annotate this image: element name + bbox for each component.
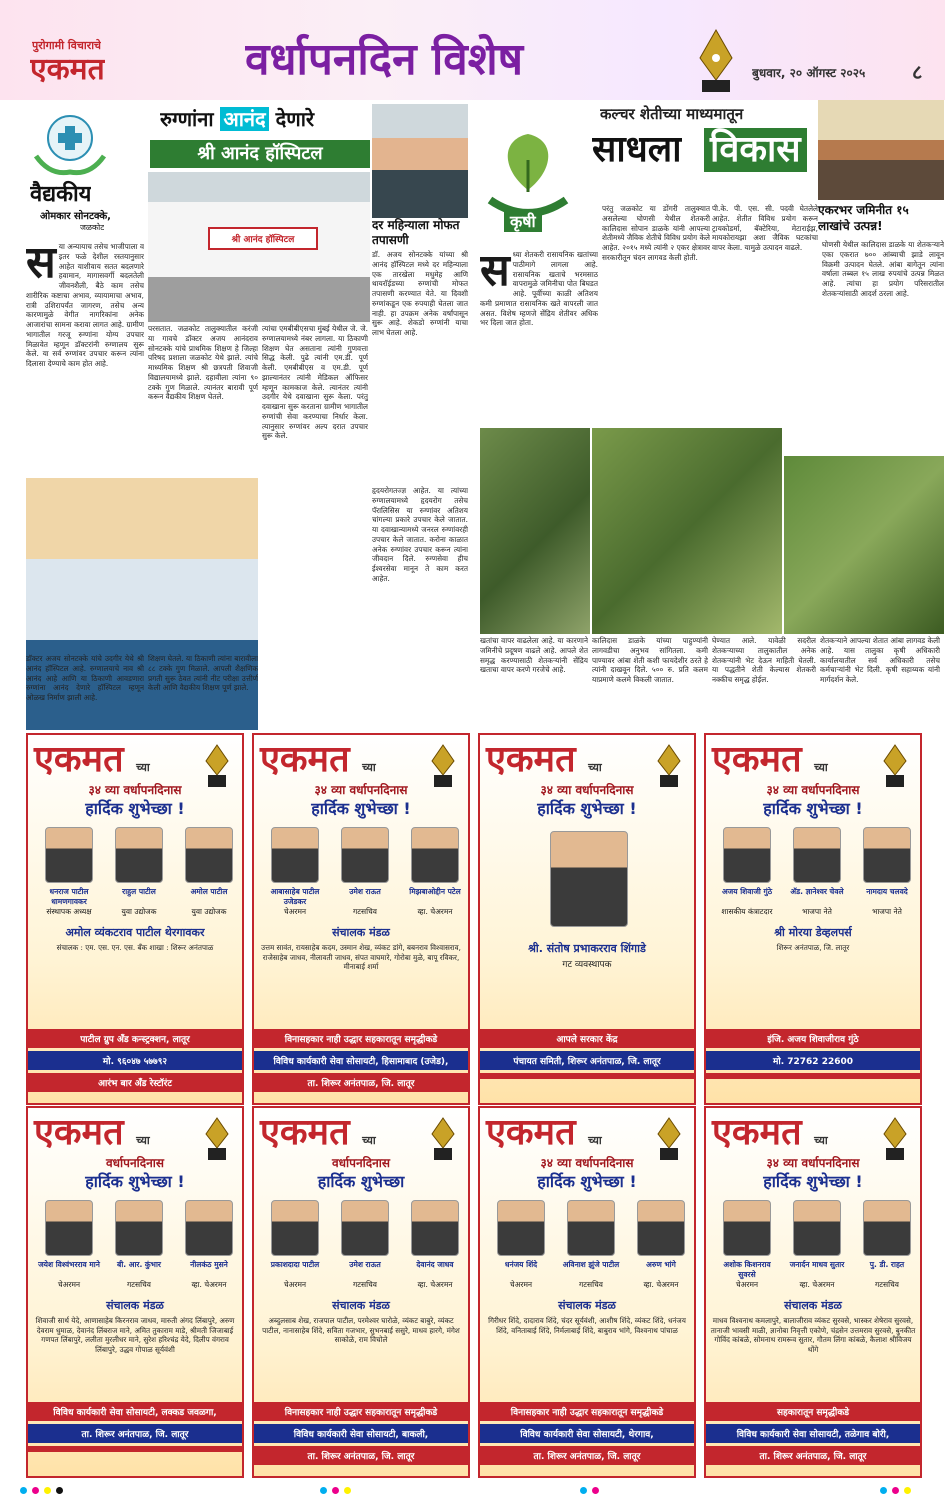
person-name: देवानंद जाधव	[416, 1260, 454, 1269]
masthead-logo: एकमत	[30, 52, 105, 87]
ad-footer-2: विविध कार्यकारी सेवा सोसायटी, तळेगाव बोरी,	[706, 1424, 920, 1443]
mango-orchard-photo-1	[480, 428, 590, 634]
health-headline	[160, 106, 370, 132]
ad-body: गिरीधर शिंदे, दादाराव शिंदे, चंदर सूर्यवंशी, आशीष शिंदे, व्यंकट शिंदे, धनंजय शिंदे, वनिताबाई शिंदे, निर्मलाबाई शिंदे, बाबुराव भांगे, विश्वनाथ पांचाळ	[488, 1316, 686, 1335]
person-name: उमेश राऊत	[349, 1260, 381, 1269]
ad-cha: च्या	[588, 1134, 602, 1147]
ad-footer-1: विनासहकार नाही उद्धार सहकारातून समृद्धीकडे	[254, 1402, 468, 1421]
ad-box	[252, 733, 470, 1105]
agri-article	[476, 100, 945, 730]
byline-place: जळकोट	[80, 223, 105, 232]
person-name: प्रकाशदादा पाटील	[270, 1260, 320, 1269]
ad-cha: च्या	[136, 761, 150, 774]
person-role: चेअरमन	[283, 907, 307, 916]
ad-cha: च्या	[362, 1134, 376, 1147]
ad-footer-2: विविध कार्यकारी सेवा सोसायटी, थेरगाव,	[480, 1424, 694, 1443]
person-role: गटसचिव	[353, 907, 377, 916]
ad-wish: हार्दिक शुभेच्छा !	[85, 1172, 185, 1191]
health-col-3b: शिक्षण घेतले. या ठिकाणी त्यांना बारावीला ८८ टक्के गुण मिळाले. आपली शैक्षणिक प्रगती सुरू ठेवत त्यांनी नीट परीक्षा उत्तीर्ण केली आणि वैद्यकीय शिक्षण पूर्ण झाले.	[148, 654, 258, 693]
person-name: अरुण भांगे	[646, 1260, 676, 1269]
ad-body: माधव विश्वनाथ कमलापुरे, बालाजीराव व्यंकट सुरवसे, भास्कर शेषेराव सुरवसे, तानाजी भावसी माळी, ज्ञानोबा निवृत्ती एकोणे, चंद्रसेन उत्तमराव सुरवसे, बुनकीत गोविंद कांबळे, सोमनाथ रामरूव सुतार, गौतम लिंगा कांबळे, कैलाश श्रीविजय थोंगे	[710, 1316, 916, 1355]
body-text: ध्या शेतकरी रासायनिक खतांच्या पाठीमागे लागला आहे. रासायनिक खताचे भरमसाठ वापरामुळे जमिनीचा पोत बिघडत आहे. पूर्वीच्या काळी अतिशय कमी प्रमाणात रासायनिक खते वापरली जात असत. विशेष म्हणजे सेंद्रिय शेतीवर अधिक भर दिला जात होता.	[480, 250, 598, 328]
person-role: व्हा. चेअरमन	[417, 1280, 453, 1289]
ad-subtitle: ३४ व्या वर्धापनदिनास	[766, 783, 860, 797]
ad-body: गट व्यवस्थापक	[562, 960, 612, 970]
ad-cha: च्या	[136, 1134, 150, 1147]
person-role: भाजपा नेते	[872, 907, 902, 916]
person-role: भाजपा नेते	[802, 907, 832, 916]
person-name: अशोक किशनराव सुवरसे	[723, 1260, 771, 1279]
person-photo	[185, 1200, 233, 1256]
ad-footer-2: पंचायत समिती, शिरूर अनंतपाळ, जि. लातूर	[480, 1051, 694, 1070]
person-role: चेअरमन	[57, 1280, 81, 1289]
ad-footer-1: विनासहकार नाही उद्धार सहकारातून समृद्धीकडे	[480, 1402, 694, 1421]
ad-wish: हार्दिक शुभेच्छा !	[763, 1172, 863, 1191]
person-name: जयेश विश्वंभरराव माने	[38, 1260, 100, 1269]
person-name: अजय शिवाजी गुंठे	[721, 887, 773, 896]
person-role: गटसचिव	[579, 1280, 603, 1289]
person-role: चेअरमन	[283, 1280, 307, 1289]
ad-footer-1: विनासहकार नाही उद्धार सहकारातून समृद्धीकडे	[254, 1029, 468, 1048]
ad-footer-1: विविध कार्यकारी सेवा सोसायटी, लक्कड जवळगा,	[28, 1402, 242, 1421]
person-photo	[45, 827, 93, 883]
ad-footer-2: मो. ९६०४७ ५७७९२	[28, 1051, 242, 1070]
farmer-portrait	[818, 100, 944, 200]
ad-subtitle: ३४ व्या वर्धापनदिनास	[88, 783, 182, 797]
person-name: राहुल पाटील	[122, 887, 156, 896]
ad-footer-3: ता. शिरूर अनंतपाळ, जि. लातूर	[706, 1446, 920, 1465]
agri-bottom-3: घेण्यात आले. यावेळी सदरील शेतकऱ्याच्या तालुकातील अनेक शेतकऱ्यांनी भेट देऊन माहिती घेतली. या पद्धतीने शेती केल्यास शेतकरी नक्कीच समृद्ध होईल.	[712, 636, 816, 685]
person-photo	[45, 1200, 93, 1256]
person-photo	[411, 1200, 459, 1256]
ad-wish: हार्दिक शुभेच्छा !	[311, 799, 411, 818]
person-photo	[863, 1200, 911, 1256]
ad-body: संचालक : एम. एस. एन. एस. बँक शाखा : शिरूर अनंतपाळ	[56, 943, 214, 952]
person-photo	[793, 1200, 841, 1256]
person-photo	[341, 827, 389, 883]
agri-col-4: घोणसी येथील कालिदास डाळके या शेतकऱ्याने एका एकरात ७०० आंब्याची झाडे लावून विक्रमी उत्पादन घेतले. आंबा बागेतून त्यांना वर्षाला तब्बल १५ लाख रुपयांचे उत्पन्न मिळत आहे. त्यांचा हा प्रयोग परिसरातील शेतकऱ्यांसाठी आदर्श ठरला आहे.	[822, 240, 944, 298]
ad-subtitle: वर्धापनदिनास	[332, 1156, 390, 1170]
ad-footer-3	[480, 1073, 694, 1079]
person-photo	[185, 827, 233, 883]
person-name: बी. आर. कुंभार	[117, 1260, 161, 1269]
drop-cap: स	[26, 242, 56, 288]
health-article	[0, 100, 470, 730]
ad-logo: एकमत च्या	[486, 1111, 602, 1153]
person-role: शासकीय कंत्राटदार	[721, 907, 773, 916]
ad-box	[704, 1106, 922, 1478]
reg-mark	[320, 1487, 327, 1494]
reg-mark	[880, 1487, 887, 1494]
ad-logo: एकमत च्या	[34, 1111, 150, 1153]
page-number: ८	[912, 60, 923, 84]
headline-part: देणारे	[275, 107, 315, 131]
ad-box	[704, 733, 922, 1105]
headline-highlight: आनंद	[220, 107, 268, 131]
agri-headline-top: कल्चर शेतीच्या माध्यमातून	[600, 105, 744, 123]
ad-footer-3	[706, 1073, 920, 1079]
ad-footer-2: विविध कार्यकारी सेवा सोसायटी, बाकली,	[254, 1424, 468, 1443]
ad-cha: च्या	[814, 761, 828, 774]
ad-logo: एकमत च्या	[486, 738, 602, 780]
agri-side-title: एकरभर जमिनीत १५ लाखांचे उत्पन्न!	[818, 203, 909, 233]
person-name: जनार्दन माधव सुतार	[789, 1260, 845, 1269]
person-name: आबासाहेब पाटील उजेडकर	[270, 887, 320, 906]
free-checkup-box-title: दर महिन्याला मोफत तपासणी	[372, 218, 460, 247]
ad-main-line: अमोल व्यंकटराव पाटील थेरगावकर	[65, 926, 205, 939]
person-role: गटसचिव	[353, 1280, 377, 1289]
section-label: वैद्यकीय	[30, 182, 92, 207]
ad-box	[478, 733, 696, 1105]
farmer-in-orchard-photo	[784, 456, 944, 634]
ad-footer-2: ता. शिरूर अनंतपाळ, जि. लातूर	[28, 1424, 242, 1443]
reg-mark	[580, 1487, 587, 1494]
person-photo	[115, 1200, 163, 1256]
ad-footer-1: आपले सरकार केंद्र	[480, 1029, 694, 1048]
hospital-photo	[148, 172, 370, 322]
person-photo	[637, 1200, 685, 1256]
person-role: युवा उद्योजक	[121, 907, 157, 916]
headline-part: रुग्णांना	[160, 107, 214, 131]
ad-main-line: संचालक मंडळ	[106, 1299, 164, 1312]
ad-footer-1: इंजि. अजय शिवाजीराव गुंठे	[706, 1029, 920, 1048]
health-subheadline: श्री आनंद हॉस्पिटल	[150, 140, 370, 168]
person-role: संस्थापक अध्यक्ष	[46, 907, 92, 916]
ad-box	[252, 1106, 470, 1478]
person-photo	[793, 827, 841, 883]
ad-logo: एकमत च्या	[712, 1111, 828, 1153]
person-photo	[115, 827, 163, 883]
person-photo	[271, 1200, 319, 1256]
agri-col-2: परंतु जळकोट या डोंगरी तालुक्यात असलेल्या घोणसी येथील शेतकरी कालिदास सोपान डाळके यांनी आपल्या शेतीमध्ये जैविक शेतीचे विविध प्रयोग केले आहेत. २०१५ मध्ये त्यांनी २ एकर क्षेत्रावर सरकारीतून चंदन लागवड केली होती.	[602, 204, 710, 262]
reg-mark	[904, 1487, 911, 1494]
ad-body: शिरूर अनंतपाळ, जि. लातूर	[776, 943, 850, 952]
agri-headline-1: साधला	[592, 129, 682, 170]
section-label: कृषी	[504, 210, 542, 232]
ad-wish: हार्दिक शुभेच्छा !	[763, 799, 863, 818]
ad-footer-1: सहकारातून समृद्धीकडे	[706, 1402, 920, 1421]
ad-subtitle: ३४ व्या वर्धापनदिनास	[540, 1156, 634, 1170]
ad-wish: हार्दिक शुभेच्छा !	[537, 799, 637, 818]
ad-footer-3: आरंभ बार अँड रेस्टॉरंट	[28, 1073, 242, 1092]
reg-mark	[32, 1487, 39, 1494]
ad-logo: एकमत च्या	[712, 738, 828, 780]
reg-mark	[56, 1487, 63, 1494]
person-role: व्हा. चेअरमन	[799, 1280, 835, 1289]
ad-logo: एकमत च्या	[260, 738, 376, 780]
ad-subtitle: ३४ व्या वर्धापनदिनास	[540, 783, 634, 797]
ad-wish: हार्दिक शुभेच्छा !	[85, 799, 185, 818]
ad-subtitle: ३४ व्या वर्धापनदिनास	[766, 1156, 860, 1170]
agri-headline-2: विकास	[704, 128, 807, 172]
reg-mark	[20, 1487, 27, 1494]
person-role: गटसचिव	[875, 1280, 899, 1289]
mango-orchard-photo-2	[592, 428, 782, 634]
drop-cap: स	[480, 250, 510, 296]
person-photo	[863, 827, 911, 883]
ad-footer-1: पाटील ग्रुप अँड कन्स्ट्रक्शन, लातूर	[28, 1029, 242, 1048]
ad-main-line: श्री. संतोष प्रभाकरराव शिंगाडे	[528, 942, 646, 955]
ad-box	[26, 733, 244, 1105]
person-photo	[550, 831, 628, 927]
person-role: चेअरमन	[509, 1280, 533, 1289]
agri-bottom-2: कालिदास डाळके यांच्या पाहुण्यांनी लागवडीचा अनुभव सांगितला. कमी पाण्यावर आंबा शेती कशी फायदेशीर ठरते हे त्यांनी दाखवून दिले. ५०० रु. प्रति कलम याप्रमाणे कलमे विकली जातात.	[592, 636, 708, 685]
ad-main-line: संचालक मंडळ	[332, 926, 390, 939]
person-role: चेअरमन	[735, 1280, 759, 1289]
agri-bottom-4: शेतकऱ्याने आपल्या शेतात आंबा लागवड केली आहे. यास तालुका कृषी अधिकारी कार्यालयातील सर्व अधिकारी तसेच कर्मचाऱ्यांनी भेट दिली. कृषी सहाय्यक यांनी मार्गदर्शन केले.	[820, 636, 940, 685]
ad-logo: एकमत च्या	[260, 1111, 376, 1153]
ad-body: अब्दुलसाब शेख, राजपाल पाटील, परमेश्वर घारोळे, व्यंकट बाबुरे, व्यंकट पाटील, नानासाहेब शिंदे, सविता गजभार, सुभनबाई ससुरे, माधव हारगे, मंगेश साकोळे, राम विचोले	[262, 1316, 460, 1345]
pen-trophy-icon	[688, 28, 744, 94]
masthead-tagline: पुरोगामी विचाराचे	[32, 39, 102, 52]
person-name: धनराज पाटील धामणगावकर	[49, 887, 89, 906]
person-name: पु. डी. राहत	[869, 1260, 905, 1269]
person-name: अमोल पाटील	[190, 887, 228, 896]
ad-cha: च्या	[588, 761, 602, 774]
person-photo	[411, 827, 459, 883]
person-name: अविनाश झुंजे पाटील	[562, 1260, 620, 1269]
print-registration-marks	[0, 1484, 945, 1498]
ad-wish: हार्दिक शुभेच्छा	[317, 1172, 405, 1191]
ad-body: शिवाजी सार्थ येदे, आणासाहेब किरनराव जाधव, मारुती अंगद लिंबापुरे, अरुण देवराम धुमाळ, देवानंद लिंबराज माने, अमित तुकाराम माडे, श्रीमती जिजाबाई गणपत लिंबापुरे, ललीता मुरलीधर माने, सुरेश हरिश्चंद्र येदे, दिलीप वंगराव लिंबापुरे, उद्धव गोपाळ सूर्यवंशी	[35, 1316, 235, 1355]
agri-bottom-1: खतांचा वापर वाढलेला आहे. या कारणाने जमिनीचे प्रदूषण वाढले आहे. आपले शेत समृद्ध करण्यासाठी शेतकऱ्यांनी सेंद्रिय खताचा वापर करणे गरजेचे आहे.	[480, 636, 588, 675]
ad-box	[26, 1106, 244, 1478]
person-name: नीलकंठ मुसने	[190, 1260, 228, 1269]
person-name: नामदाय चलवदे	[866, 887, 908, 896]
masthead-title: वर्धापनदिन विशेष	[245, 34, 524, 85]
masthead	[0, 0, 945, 100]
person-photo	[271, 827, 319, 883]
reg-mark	[44, 1487, 51, 1494]
ad-wish: हार्दिक शुभेच्छा !	[537, 1172, 637, 1191]
person-name: अ‍ॅड. ज्ञानेश्वर चेवले	[790, 887, 844, 896]
health-col-4: डॉ. अजय सोनटक्के यांच्या श्री आनंद हॉस्पिटल मध्ये दर महिन्याला एक तारखेला मधुमेह आणि थायरॉईडच्या रुग्णांची मोफत तपासणी करण्यात येते. या दिवशी रुग्णांकडून एक रुपयाही घेतला जात नाही. हा उपक्रम अनेक वर्षांपासून सुरू आहे. शेकडो रुग्णांनी याचा लाभ घेतला आहे.	[372, 250, 468, 338]
health-col-4b: हृदयरोगतज्ज्ञ आहेत. या त्यांच्या रुग्णालयामध्ये हृदयरोग तसेच पॅरालिसिस या रुग्णांवर अतिशय चांगल्या प्रकारे उपचार केले जातात. या दवाखान्यामध्ये जनरल रुग्णांवरही उपचार केले जातात. करोना काळात अनेक रुग्णांवर उपचार करून त्यांना जीवदान दिले. रुग्णसेवा हीच ईश्वरसेवा मानून ते काम करत आहेत.	[372, 486, 468, 583]
reg-mark	[892, 1487, 899, 1494]
ad-footer-3: ता. शिरूर अनंतपाळ, जि. लातूर	[254, 1446, 468, 1465]
person-role: गटसचिव	[127, 1280, 151, 1289]
ad-main-line: संचालक मंडळ	[332, 1299, 390, 1312]
person-photo	[723, 827, 771, 883]
ad-logo: एकमत च्या	[34, 738, 150, 780]
ad-footer-3: ता. शिरूर अनंतपाळ, जि. लातूर	[480, 1446, 694, 1465]
reg-mark	[344, 1487, 351, 1494]
health-col-3: त्यांचा एमबीबीएसचा मुंबई येथील जे. जे. रुग्णालयामध्ये नंबर लागला. या ठिकाणी शिक्षण घेत असताना त्यांनी गुणवत्ता सिद्ध केली. पुढे त्यांनी एम.डी. पूर्ण केली. एमबीबीएस व एम.डी. पूर्ण झाल्यानंतर त्यांनी मेडिकल ऑफिसर म्हणून कामकाज केले. त्यानंतर त्यांनी उदगीर येथे दवाखाना सुरू केला. परंतु दवाखाना सुरू करताना ग्रामीण भागातील रुग्णांची सेवा करण्याचा निर्धार केला. त्यानुसार रुग्णांवर अल्प दरात उपचार सुरू केले.	[262, 324, 368, 441]
ad-box	[478, 1106, 696, 1478]
agri-col-3: पी.के. पी. एस. सी. पदवी घेतलेले आहेत. शेतीत विविध प्रयोग करून ट्रायकोडर्मा, बॅक्टेरिया, मेटाराईझ, मायकोरायझा अशा जैविक घटकांचा वापर केला. यामुळे उत्पादन वाढले.	[712, 204, 818, 253]
person-photo	[567, 1200, 615, 1256]
body-text: या अन्यायाच तसेच भाजीपाला व इतर फळे देशील रस्तयानुसार आहेत याशीवाय सतत बदलणारे हवामान, मागासवर्गी बदलतेली जीवनशैली, बैठे काम तसेच शारीरिक कष्टाचा अभाव, व्यायामाचा अभाव, रात्री उशिरापर्यंत जागरण, तसेच अन्य कारणामुळे वेगीत नागरिकांना अनेक आजारांचा सामना करावा लागत आहे. ग्रामीण भागातील गरजू रुग्णांना योग्य उपचार मिळावेत म्हणून डॉक्टरांनी रुग्णालय सुरू केले. या सर्व रुग्णांवर उपचार करून त्यांना दिलासा देण्याचे काम होत आहे.	[26, 242, 144, 369]
ad-footer-3	[28, 1446, 242, 1452]
doctor-photo	[372, 104, 468, 218]
reg-mark	[332, 1487, 339, 1494]
person-name: धनंजय शिंदे	[504, 1260, 538, 1269]
ad-footer-2: मो. 72762 22600	[706, 1051, 920, 1070]
ad-subtitle: ३४ व्या वर्धापनदिनास	[314, 783, 408, 797]
person-role: युवा उद्योजक	[191, 907, 227, 916]
person-name: मिझबाओद्दीन पटेल	[409, 887, 461, 896]
ad-footer-3: ता. शिरूर अनंतपाळ, जि. लातूर	[254, 1073, 468, 1092]
person-role: व्हा. चेअरमन	[643, 1280, 679, 1289]
person-photo	[341, 1200, 389, 1256]
hospital-sign: श्री आनंद हॉस्पिटल	[208, 227, 318, 250]
person-photo	[723, 1200, 771, 1256]
issue-date: बुधवार, २० ऑगस्ट २०२५	[752, 66, 866, 80]
ad-cha: च्या	[362, 761, 376, 774]
person-photo	[497, 1200, 545, 1256]
ad-main-line: श्री मोरया डेव्हलपर्स	[774, 926, 852, 939]
ad-footer-2: विविध कार्यकारी सेवा सोसायटी, हिसामाबाद (उजेड),	[254, 1051, 468, 1070]
ad-subtitle: वर्धापनदिनास	[106, 1156, 164, 1170]
reg-mark	[592, 1487, 599, 1494]
ad-cha: च्या	[814, 1134, 828, 1147]
byline: ओमकार सोनटक्के,	[40, 211, 111, 222]
health-col-2: परसतात. जळकोट तालुक्यातील करंजी या गावचे डॉक्टर अजय आनंदराव सोनटक्के यांचे प्राथमिक शिक्षण हे जिल्हा परिषद प्रशाला जळकोट येथे झाले. त्यांचे माध्यमिक शिक्षण श्री छत्रपती शिवाजी विद्यालयामध्ये झाले. दहावीला त्यांना ९० टक्के गुण मिळाले. त्यानंतर बारावी पूर्ण करून वैद्यकीय शिक्षण घेतले.	[148, 324, 258, 402]
person-role: व्हा. चेअरमन	[417, 907, 453, 916]
person-role: व्हा. चेअरमन	[191, 1280, 227, 1289]
ad-main-line: संचालक मंडळ	[558, 1299, 616, 1312]
ad-main-line: संचालक मंडळ	[784, 1299, 842, 1312]
person-name: उमेश राऊत	[349, 887, 381, 896]
health-col-2b: डॉक्टर अजय सोनटक्के यांचे उदगीर येथे श्री आनंद हॉस्पिटल आहे. रुग्णालयाचे नाव श्री आनंद आहे आणि या ठिकाणी आवडणारा रुग्णांना आनंद देणारे हॉस्पिटल म्हणून ओळख निर्माण झाली आहे.	[26, 654, 144, 703]
medical-hands-icon	[30, 110, 110, 180]
ad-body: उत्तम सावंत, रायसाहेब कदम, उस्मान शेख, व्यंकट डांगे, बबनराव विश्वासराव, राजेसाहेब जाधव, नीलावती जाधव, संपत वाघमारे, गोरोबा मुळे, बापू रविकर, मीनाबाई शर्मा	[261, 943, 461, 972]
